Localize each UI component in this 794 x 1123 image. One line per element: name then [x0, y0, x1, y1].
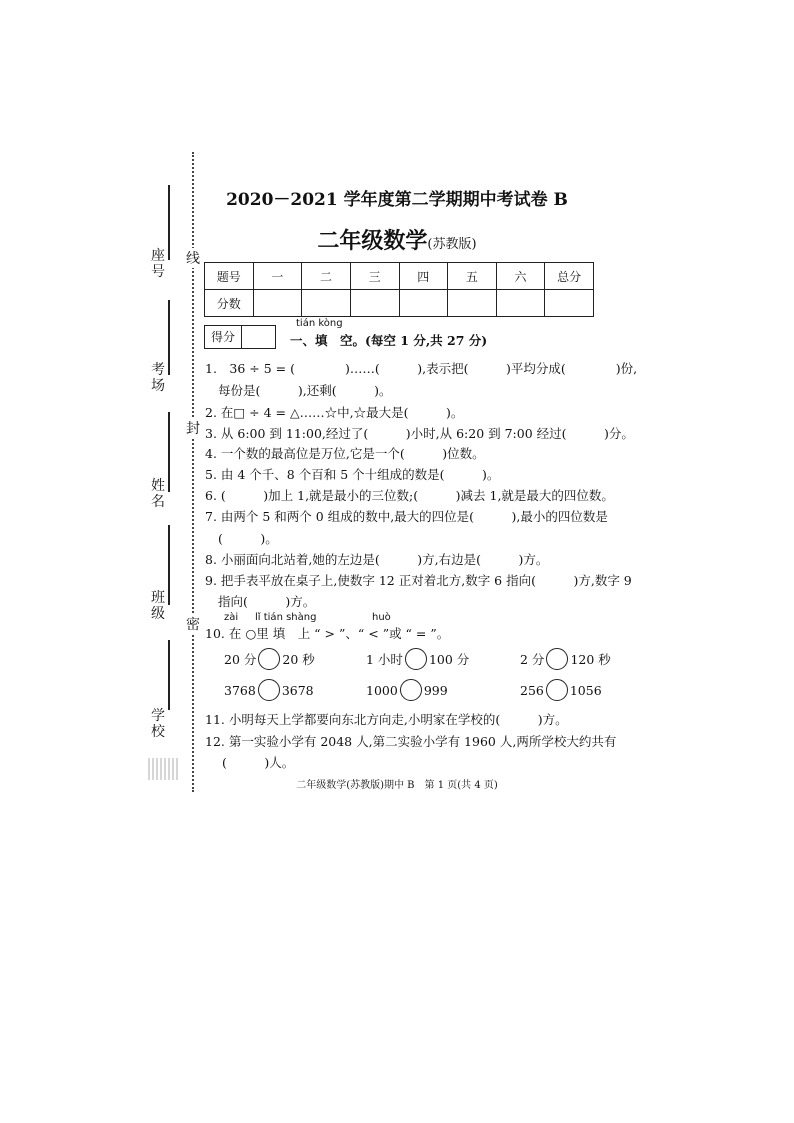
score-cell: 五: [448, 263, 497, 290]
section-score-box: [204, 325, 276, 349]
question-10-pinyin-zai: zài: [224, 612, 239, 623]
score-table: [204, 262, 594, 317]
subtitle-edition: (苏教版): [427, 237, 477, 252]
compare-item: [224, 648, 315, 670]
score-cell: 题号: [205, 263, 254, 290]
compare-left: 256: [520, 682, 544, 698]
question-7-line-b: ( )。: [218, 531, 278, 546]
score-input-cell[interactable]: [399, 290, 448, 317]
question-2: 2. 在□ ÷ 4 = △……☆中,☆最大是( )。: [205, 405, 464, 420]
binding-char-line: 线: [184, 248, 202, 268]
compare-circle[interactable]: [258, 648, 280, 670]
score-input-cell[interactable]: [496, 290, 545, 317]
exam-subtitle: [0, 224, 794, 255]
class-underline: [168, 525, 170, 605]
compare-circle[interactable]: [546, 648, 568, 670]
compare-left: 1 小时: [366, 652, 403, 667]
compare-right: 120 秒: [570, 652, 611, 667]
score-cell: 六: [496, 263, 545, 290]
question-10-pinyin-li-tian-shang: lǐ tián shàng: [255, 612, 317, 623]
score-input-cell[interactable]: [253, 290, 302, 317]
binding-char-seal: 封: [184, 418, 202, 438]
compare-item: [520, 648, 611, 670]
page-footer: 二年级数学(苏教版)期中 B 第 1 页(共 4 页): [296, 780, 498, 791]
compare-left: 3768: [224, 682, 256, 698]
seat-label: 座号: [151, 248, 165, 280]
compare-right: 20 秒: [282, 652, 315, 667]
compare-item: [366, 648, 469, 670]
question-9-line-b: 指向( )方。: [218, 594, 316, 609]
section-title: 一、填 空: [290, 333, 353, 348]
score-cell: 总分: [545, 263, 594, 290]
score-input-cell[interactable]: [350, 290, 399, 317]
compare-left: 20 分: [224, 652, 257, 667]
score-input-cell[interactable]: [448, 290, 497, 317]
question-10-pinyin-huo: huò: [372, 612, 391, 623]
compare-circle[interactable]: [400, 679, 422, 701]
question-6: 6. ( )加上 1,就是最小的三位数;( )减去 1,就是最大的四位数。: [205, 488, 614, 503]
compare-item: [366, 679, 448, 701]
score-cell: 分数: [205, 290, 254, 317]
question-1-line-a: 1. 36 ÷ 5 = ( )……( ),表示把( )平均分成( )份,: [205, 361, 638, 376]
exam-room-label: 考场: [151, 362, 165, 394]
score-input-cell[interactable]: [545, 290, 594, 317]
score-cell: 二: [302, 263, 351, 290]
question-5: 5. 由 4 个千、8 个百和 5 个十组成的数是( )。: [205, 467, 500, 482]
section-score-input[interactable]: [242, 326, 275, 348]
compare-right: 3678: [281, 682, 314, 698]
section-heading: [290, 331, 487, 349]
class-label: 班级: [151, 590, 165, 622]
section-score-label: 得分: [205, 326, 242, 348]
score-input-cell[interactable]: [302, 290, 351, 317]
subtitle-main: 二年级数学: [317, 228, 428, 254]
compare-item: [520, 679, 602, 701]
school-underline: [168, 640, 170, 710]
compare-right: 1056: [569, 682, 602, 698]
binding-char-close: 密: [184, 614, 202, 634]
score-table-header-row: [205, 263, 594, 290]
exam-title: 2020－2021 学年度第二学期期中考试卷 B: [226, 190, 568, 210]
score-table-score-row: [205, 290, 594, 317]
question-9-line-a: 9. 把手表平放在桌子上,使数字 12 正对着北方,数字 6 指向( )方,数字 9: [205, 573, 632, 588]
score-cell: 四: [399, 263, 448, 290]
score-cell: 一: [253, 263, 302, 290]
exam-room-underline: [168, 300, 170, 375]
name-label: 姓名: [151, 478, 165, 510]
score-cell: 三: [350, 263, 399, 290]
compare-right: 100 分: [428, 652, 470, 667]
question-11: 11. 小明每天上学都要向东北方向走,小明家在学校的( )方。: [205, 712, 568, 727]
compare-right: 999: [423, 682, 448, 698]
question-3: 3. 从 6:00 到 11:00,经过了( )小时,从 6:20 到 7:00 经过( )分。: [205, 426, 634, 441]
compare-circle[interactable]: [405, 648, 427, 670]
compare-circle[interactable]: [258, 679, 280, 701]
question-8: 8. 小丽面向北站着,她的左边是( )方,右边是( )方。: [205, 552, 549, 567]
question-4: 4. 一个数的最高位是万位,它是一个( )位数。: [205, 446, 485, 461]
question-10: 10. 在 ○里 填 上 “ > ”、“ < ”或 “ = ”。: [205, 626, 450, 641]
school-label: 学校: [151, 708, 165, 740]
question-1-line-b: 每份是( ),还剩( )。: [218, 383, 392, 398]
section-note: 。(每空 1 分,共 27 分): [352, 333, 488, 348]
compare-circle[interactable]: [546, 679, 568, 701]
question-12-line-a: 12. 第一实验小学有 2048 人,第二实验小学有 1960 人,两所学校大约共有: [205, 734, 617, 749]
name-underline: [168, 412, 170, 492]
compare-left: 1000: [366, 682, 398, 698]
compare-item: [224, 679, 314, 701]
compare-left: 2 分: [520, 652, 545, 667]
section-pinyin: tián kòng: [296, 318, 343, 329]
question-7-line-a: 7. 由两个 5 和两个 0 组成的数中,最大的四位是( ),最小的四位数是: [205, 509, 608, 524]
question-12-line-b: ( )人。: [222, 755, 295, 770]
